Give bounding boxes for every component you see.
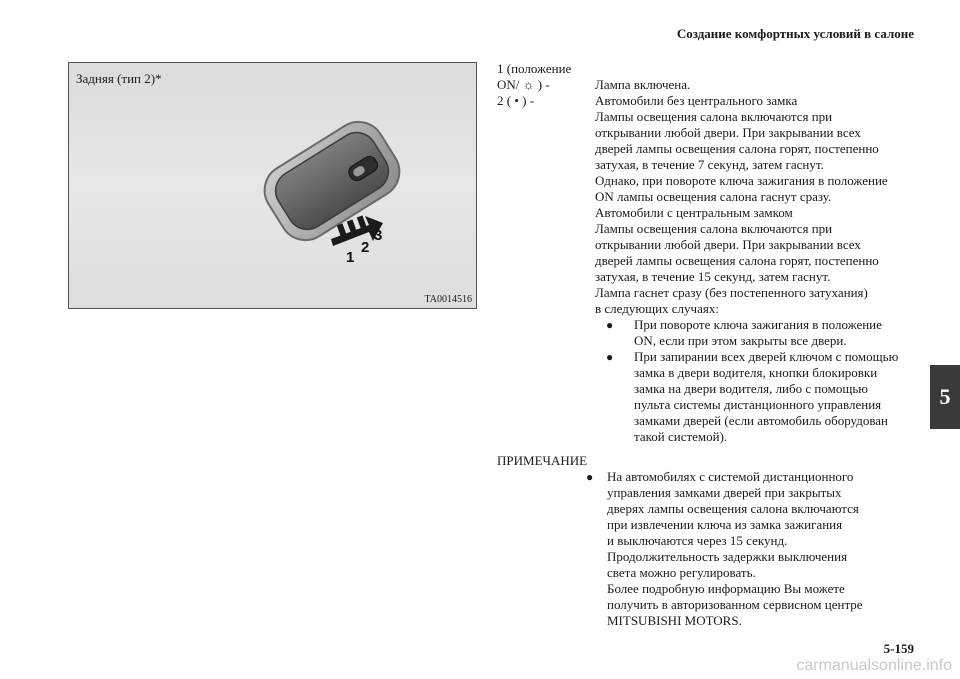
- rear-dome-lamp-drawing: [69, 63, 477, 309]
- position-2-description: [595, 93, 917, 445]
- note-line: Продолжительность задержки выключения: [607, 549, 848, 564]
- callout-2-label: 2: [361, 239, 370, 256]
- bullet-icon: ●: [606, 350, 614, 364]
- list-item-line: При повороте ключа зажигания в положение: [634, 317, 882, 332]
- callout-3-label: 3: [374, 227, 383, 244]
- position-descriptions: [497, 61, 917, 629]
- position-2-key: [497, 93, 595, 445]
- note-line: На автомобилях с системой дистанционного: [607, 469, 854, 484]
- note-line: Более подробную информацию Вы можете: [607, 581, 845, 596]
- position-2-entry: [497, 93, 917, 445]
- dome-lamp: [255, 112, 409, 250]
- note-line: управления замками дверей при закрытых: [607, 485, 842, 500]
- description-line: дверей лампы освещения салона горят, постепенно: [595, 253, 879, 268]
- bullet-icon: ●: [586, 470, 594, 484]
- description-line: затухая, в течение 15 секунд, затем гаснут.: [595, 269, 831, 284]
- watermark-text: carmanualsonline.info: [796, 657, 952, 674]
- list-item-line: При запирании всех дверей ключом с помощью: [634, 349, 899, 364]
- position-1-key: [497, 61, 595, 93]
- bullet-icon: ●: [606, 318, 614, 332]
- position-1-description: [595, 61, 917, 93]
- list-item-line: такой системой).: [634, 429, 728, 444]
- figure-code: TA0014516: [424, 294, 472, 305]
- position-1-key-line: ON/ ☼ ) -: [497, 77, 550, 92]
- list-item-line: замка на двери водителя, либо с помощью: [634, 381, 868, 396]
- note-line: дверях лампы освещения салона включаются: [607, 501, 859, 516]
- note-line: MITSUBISHI MOTORS.: [607, 613, 742, 628]
- description-line: дверей лампы освещения салона горят, постепенно: [595, 141, 879, 156]
- description-line: открывании любой двери. При закрывании всех: [595, 237, 861, 252]
- description-line: в следующих случаях:: [595, 301, 719, 316]
- note-line: света можно регулировать.: [607, 565, 756, 580]
- position-2-key-line: 2 ( • ) -: [497, 93, 535, 108]
- note-line: при извлечении ключа из замка зажигания: [607, 517, 843, 532]
- description-line: Лампа включена.: [595, 77, 691, 92]
- lamp-illustration: [68, 62, 477, 309]
- page-number: 5-159: [883, 641, 914, 656]
- description-line: затухая, в течение 7 секунд, затем гаснут.: [595, 157, 824, 172]
- description-line: [595, 61, 917, 77]
- running-header-title: Создание комфортных условий в салоне: [676, 26, 914, 41]
- list-item-line: замками дверей (если автомобиль оборудован: [634, 413, 889, 428]
- list-item-line: замка в двери водителя, кнопки блокировки: [634, 365, 878, 380]
- list-item: [602, 349, 917, 445]
- note-heading: ПРИМЕЧАНИЕ: [497, 453, 588, 468]
- callout-1-label: 1: [346, 249, 355, 266]
- description-line: Автомобили без центрального замка: [595, 93, 798, 108]
- list-item: [586, 469, 917, 629]
- description-line: Автомобили с центральным замком: [595, 205, 793, 220]
- description-line: Лампа гаснет сразу (без постепенного затухания): [595, 285, 868, 300]
- figure-caption: Задняя (тип 2)*: [76, 71, 162, 86]
- position-1-entry: [497, 61, 917, 93]
- description-line: Однако, при повороте ключа зажигания в положение: [595, 173, 888, 188]
- conditions-list: [602, 317, 917, 445]
- list-item: [602, 317, 917, 349]
- note-list: [586, 469, 917, 629]
- list-item-line: ON, если при этом закрыты все двери.: [634, 333, 847, 348]
- position-1-key-line: 1 (положение: [497, 61, 572, 76]
- list-item-line: пульта системы дистанционного управления: [634, 397, 882, 412]
- description-line: Лампы освещения салона включаются при: [595, 109, 833, 124]
- description-line: ON лампы освещения салона гаснут сразу.: [595, 189, 832, 204]
- description-line: Лампы освещения салона включаются при: [595, 221, 833, 236]
- note-line: и выключаются через 15 секунд.: [607, 533, 788, 548]
- chapter-tab: 5: [930, 365, 960, 429]
- description-line: открывании любой двери. При закрывании всех: [595, 125, 861, 140]
- note-line: получить в авторизованном сервисном центре: [607, 597, 863, 612]
